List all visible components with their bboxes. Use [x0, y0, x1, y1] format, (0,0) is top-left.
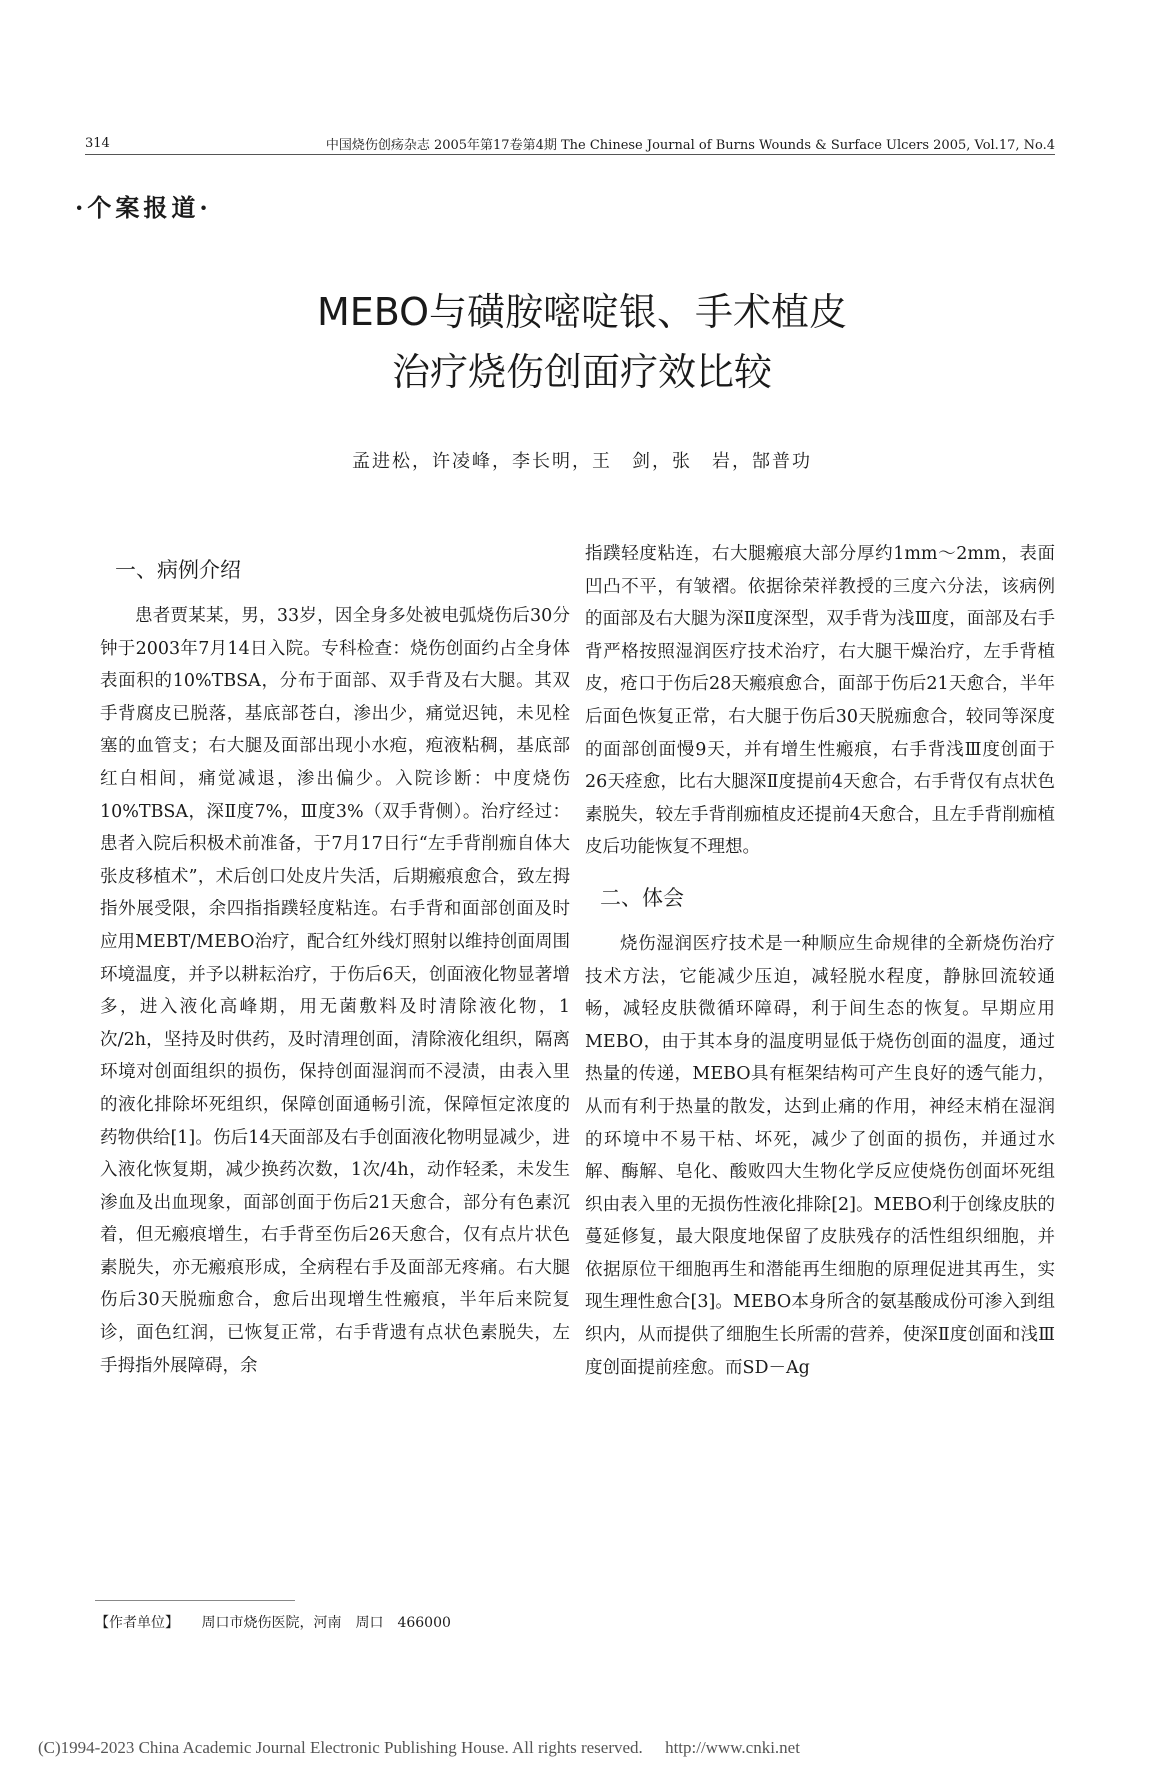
authors: 孟进松，许凌峰，李长明，王 剑，张 岩，郜普功	[352, 451, 812, 472]
journal-info: 中国烧伤创疡杂志 2005年第17卷第4期 The Chinese Journal of Burns Wounds & Surface Ulcers 2005, Vol.17, No.4	[325, 137, 1055, 153]
author-affiliation	[95, 1612, 451, 1632]
affiliation-label: 【作者单位】	[95, 1615, 179, 1631]
right-column	[585, 538, 1055, 1384]
running-header	[85, 132, 1055, 155]
case-continuation: 指蹼轻度粘连，右大腿瘢痕大部分厚约1mm～2mm，表面凹凸不平，有皱褶。依据徐荣祥教授的三度六分法，该病例的面部及右大腿为深Ⅱ度深型，双手背为浅Ⅲ度，面部及右手背严格按照湿润医疗技术治疗，右大腿干燥治疗，左手背植皮，疮口于伤后28天瘢痕愈合，面部于伤后21天愈合，半年后面色恢复正常，右大腿于伤后30天脱痂愈合，较同等深度的面部创面慢9天，并有增生性瘢痕，右手背浅Ⅲ度创面于26天痊愈，比右大腿深Ⅱ度提前4天愈合，右手背仅有点状色素脱失，较左手背削痂植皮还提前4天愈合，且左手背削痂植皮后功能恢复不理想。	[585, 544, 1055, 858]
cnki-link[interactable]: http://www.cnki.net	[665, 1738, 800, 1757]
section-tag: ·个案报道·	[75, 193, 212, 222]
copyright-notice	[38, 1738, 1138, 1758]
section-heading-case: 一、病例介绍	[115, 558, 241, 582]
left-column	[100, 538, 570, 1382]
article-title	[0, 282, 1164, 402]
title-line-2: 治疗烧伤创面疗效比较	[391, 350, 772, 394]
case-paragraph: 患者贾某某，男，33岁，因全身多处被电弧烧伤后30分钟于2003年7月14日入院。专科检查：烧伤创面约占全身体表面积的10%TBSA，分布于面部、双手背及右大腿。其双手背腐皮已脱落，基底部苍白，渗出少，痛觉迟钝，未见栓塞的血管支；右大腿及面部出现小水疱，疱液粘稠，基底部红白相间，痛觉减退，渗出偏少。入院诊断：中度烧伤10%TBSA，深Ⅱ度7%，Ⅲ度3%（双手背侧）。治疗经过：患者入院后积极术前准备，于7月17日行“左手背削痂自体大张皮移植术”，术后创口处皮片失活，后期瘢痕愈合，致左拇指外展受限，余四指指蹼轻度粘连。右手背和面部创面及时应用MEBT/MEBO治疗，配合红外线灯照射以维持创面周围环境温度，并予以耕耘治疗，于伤后6天，创面液化物显著增多，进入液化高峰期，用无菌敷料及时清除液化物，1次/2h，坚持及时供药，及时清理创面，清除液化组织，隔离环境对创面组织的损伤，保持创面湿润而不浸渍，由表入里的液化排除坏死组织，保障创面通畅引流，保障恒定浓度的药物供给[1]。伤后14天面部及右手创面液化物明显减少，进入液化恢复期，减少换药次数，1次/4h，动作轻柔，未发生渗血及出血现象，面部创面于伤后21天愈合，部分有色素沉着，但无瘢痕增生，右手背至伤后26天愈合，仅有点片状色素脱失，亦无瘢痕形成，全病程右手及面部无疼痛。右大腿伤后30天脱痂愈合，愈后出现增生性瘢痕，半年后来院复诊，面色红润，已恢复正常，右手背遗有点状色素脱失，左手拇指外展障碍，余	[100, 606, 570, 1376]
page-number: 314	[85, 135, 110, 151]
copyright-text: (C)1994-2023 China Academic Journal Electronic Publishing House. All rights reserved.	[38, 1738, 643, 1757]
title-line-1: MEBO与磺胺嘧啶银、手术植皮	[316, 290, 848, 334]
footnote-divider	[95, 1600, 295, 1601]
section-heading-discussion: 二、体会	[600, 885, 684, 910]
affiliation-text: 周口市烧伤医院，河南 周口 466000	[201, 1615, 451, 1631]
discussion-paragraph: 烧伤湿润医疗技术是一种顺应生命规律的全新烧伤治疗技术方法，它能减少压迫，减轻脱水程度，静脉回流较通畅，减轻皮肤微循环障碍，利于间生态的恢复。早期应用MEBO，由于其本身的温度明显低于烧伤创面的温度，通过热量的传递，MEBO具有框架结构可产生良好的透气能力，从而有利于热量的散发，达到止痛的作用，神经末梢在湿润的环境中不易干枯、坏死，减少了创面的损伤，并通过水解、酶解、皂化、酸败四大生物化学反应使烧伤创面坏死组织由表入里的无损伤性液化排除[2]。MEBO利于创缘皮肤的蔓延修复，最大限度地保留了皮肤残存的活性组织细胞，并依据原位干细胞再生和潜能再生细胞的原理促进其再生，实现生理性愈合[3]。MEBO本身所含的氨基酸成份可渗入到组织内，从而提供了细胞生长所需的营养，使深Ⅱ度创面和浅Ⅲ度创面提前痊愈。而SD－Ag	[585, 933, 1055, 1378]
